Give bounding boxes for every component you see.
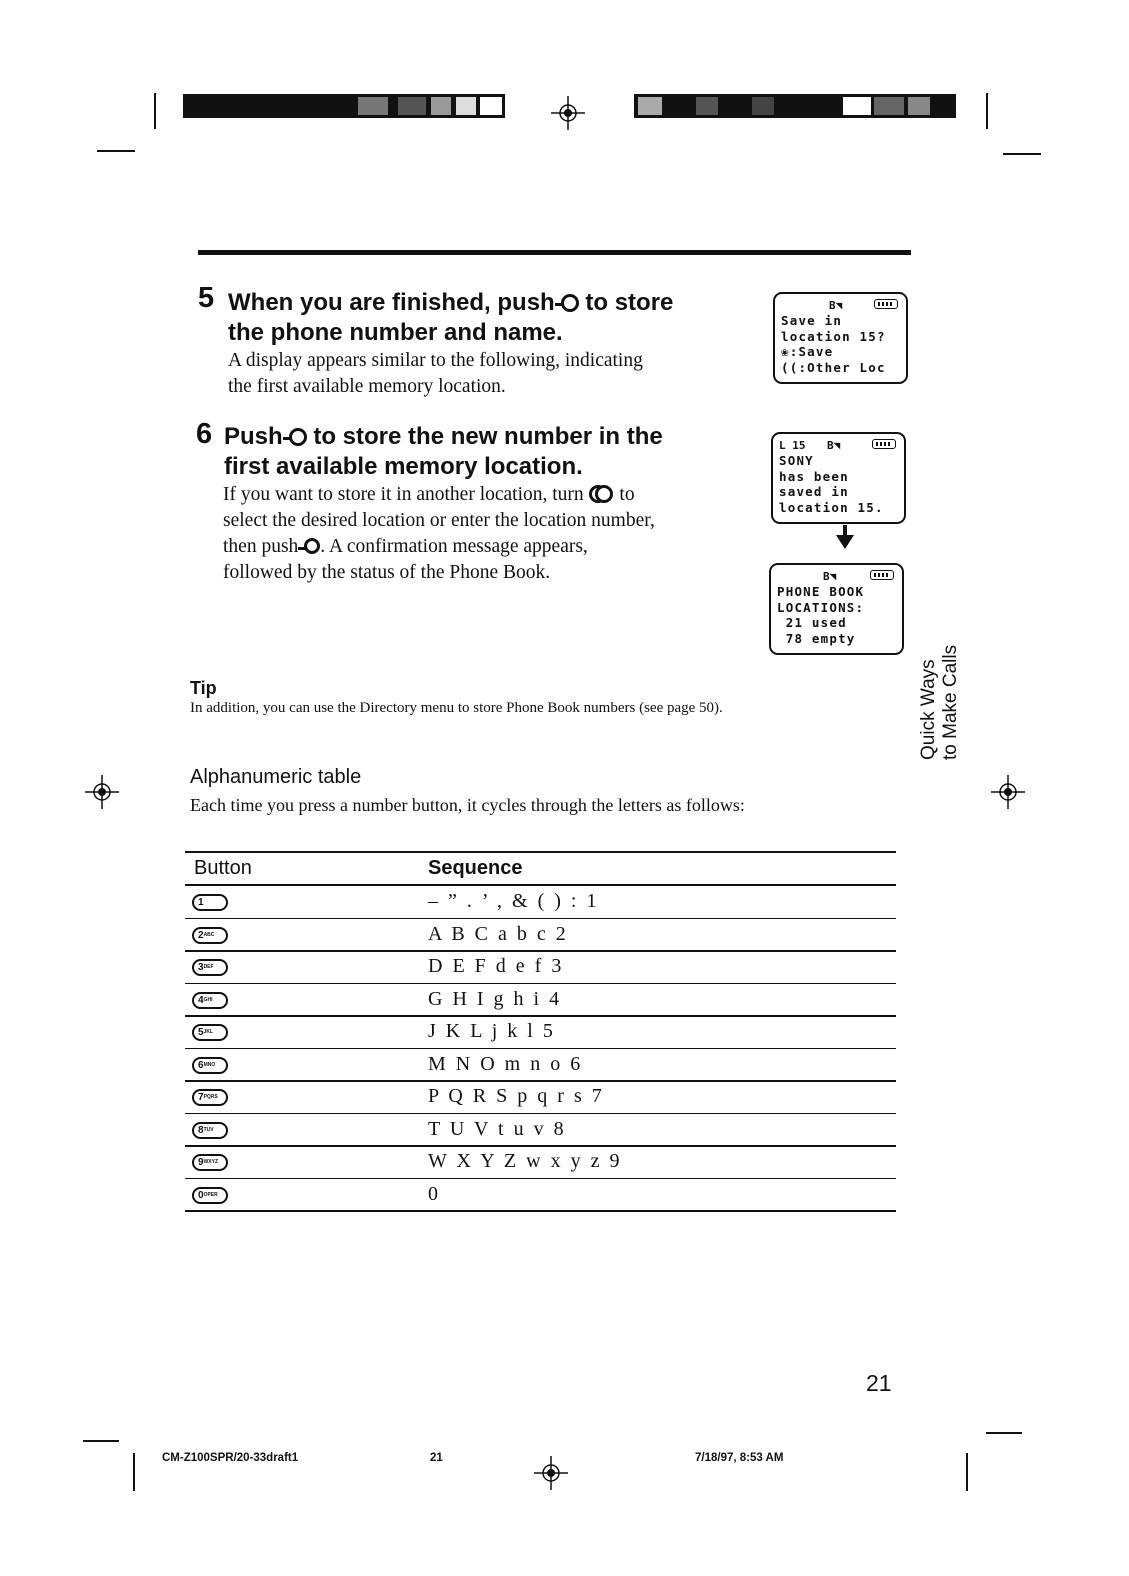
key-digit: 9 (198, 1157, 204, 1168)
table-rule (185, 851, 896, 853)
alpha-table-title: Alphanumeric table (190, 766, 362, 788)
table-row-rule (185, 950, 896, 952)
jog-dial-push-icon (561, 294, 579, 312)
section-side-tab (918, 640, 968, 760)
keypad-button-0-icon (192, 1187, 228, 1204)
key-letters: WXYZ (203, 1159, 219, 1165)
key-letters: TUV (203, 1126, 214, 1133)
key-digit: 8 (198, 1124, 204, 1136)
tip-title: Tip (190, 678, 217, 698)
key-letters: PQRS (203, 1094, 218, 1100)
key-digit: 5 (198, 1027, 204, 1038)
trim-mark (133, 1453, 135, 1491)
step-5-body: A display appears similar to the following, indicating the first available memory location. (228, 350, 643, 397)
column-header-sequence: Sequence (428, 857, 523, 879)
keypad-button-8-icon (192, 1122, 228, 1139)
sequence-cell: D E F d e f 3 (428, 955, 562, 977)
sequence-cell: W X Y Z w x y z 9 (428, 1150, 620, 1172)
battery-icon (870, 570, 894, 580)
lcd-line: 78 empty (777, 630, 856, 646)
sequence-cell: 0 (428, 1182, 438, 1205)
sequence-cell: P Q R S p q r s 7 (428, 1085, 602, 1107)
trim-mark (986, 93, 988, 129)
lcd-line: location 15? (781, 328, 886, 344)
key-letters: JKL (203, 1029, 214, 1035)
registration-crosshair-icon (85, 775, 119, 809)
sequence-cell: – ” . ’ , & ( ) : 1 (428, 890, 597, 912)
key-digit: 4 (198, 994, 204, 1006)
table-row-rule (185, 1015, 896, 1017)
step-6-number: 6 (196, 418, 213, 450)
registration-bar-left (183, 94, 505, 118)
key-digit: 6 (198, 1059, 204, 1071)
key-letters: DEF (203, 964, 214, 970)
key-digit: 2 (198, 929, 204, 941)
step-6-body: If you want to store it in another location, turn to select the desired location or enter the location number, then push . A confirmation message appears, followed by the status of the Phone Book. (223, 484, 655, 583)
sequence-cell: J K L j k l 5 (428, 1020, 553, 1042)
registration-crosshair-icon (551, 96, 585, 130)
footer-timestamp: 7/18/97, 8:53 AM (695, 1452, 784, 1464)
registration-crosshair-icon (991, 775, 1025, 809)
table-row-rule (185, 1145, 896, 1147)
lcd-line: LOCATIONS: (777, 599, 865, 615)
jog-dial-push-icon (304, 538, 320, 554)
location-indicator: L 15 (779, 439, 806, 452)
table-row-rule (185, 1048, 896, 1050)
trim-mark (83, 1440, 119, 1442)
key-letters: ABC (203, 931, 215, 938)
footer-doc-id: CM-Z100SPR/20-33draft1 (162, 1452, 299, 1464)
sequence-cell: A B C a b c 2 (428, 922, 566, 945)
sequence-cell: G H I g h i 4 (428, 987, 560, 1010)
lcd-saved-confirmation-screen (771, 432, 906, 524)
keypad-button-1-icon (192, 894, 228, 911)
jog-dial-turn-icon (589, 485, 615, 503)
keypad-button-4-icon (192, 992, 228, 1009)
lcd-phonebook-status-screen (769, 563, 904, 655)
keypad-button-3-icon (192, 959, 228, 976)
table-row-rule (185, 1113, 896, 1115)
column-header-button: Button (194, 857, 252, 879)
keypad-button-9-icon (192, 1154, 228, 1171)
battery-icon (874, 299, 898, 309)
lcd-line: location 15. (779, 499, 884, 515)
trim-mark (154, 93, 156, 129)
registration-crosshair-icon (534, 1456, 568, 1490)
jog-dial-push-icon (289, 428, 307, 446)
signal-icon: B◥ (823, 570, 837, 583)
step-6-heading: Push to store the new number in the first available memory location. (224, 423, 663, 480)
table-row-rule (185, 1080, 896, 1082)
lcd-line: ❀:Save (781, 344, 834, 359)
key-letters: MNO (203, 1061, 216, 1068)
trim-mark (966, 1453, 968, 1491)
keypad-button-7-icon (192, 1089, 228, 1106)
sequence-cell: T U V t u v 8 (428, 1117, 564, 1140)
table-row-rule (185, 918, 896, 920)
page-number: 21 (866, 1370, 892, 1396)
section-top-rule (198, 250, 911, 255)
key-digit: 3 (198, 962, 204, 973)
footer-page: 21 (430, 1452, 443, 1464)
down-arrow-icon (836, 535, 854, 549)
table-row-rule (185, 1178, 896, 1180)
signal-icon: B◥ (829, 299, 843, 312)
keypad-button-2-icon (192, 927, 228, 944)
signal-icon: B◥ (827, 439, 841, 452)
table-rule (185, 884, 896, 886)
lcd-line: has been (779, 468, 849, 484)
sequence-cell: M N O m n o 6 (428, 1052, 581, 1075)
lcd-line: 21 used (777, 615, 847, 630)
lcd-save-location-screen (773, 292, 908, 384)
lcd-line: SONY (779, 453, 814, 468)
keypad-button-6-icon (192, 1057, 228, 1074)
trim-mark (97, 150, 135, 152)
lcd-line: PHONE BOOK (777, 584, 865, 599)
lcd-line: Save in (781, 313, 843, 328)
trim-mark (986, 1432, 1022, 1434)
step-5-number: 5 (198, 282, 215, 314)
lcd-line: saved in (779, 484, 849, 499)
step-5-heading: When you are finished, push to store the phone number and name. (228, 289, 674, 346)
key-digit: 1 (198, 897, 204, 908)
table-row-rule (185, 983, 896, 985)
battery-icon (872, 439, 896, 449)
table-row-rule (185, 1210, 896, 1212)
alpha-table-intro: Each time you press a number button, it cycles through the letters as follows: (190, 795, 745, 815)
key-digit: 7 (198, 1092, 204, 1103)
side-tab-line: Quick Ways (918, 659, 939, 760)
side-tab-line: to Make Calls (940, 644, 961, 760)
trim-mark (1003, 153, 1041, 155)
keypad-button-5-icon (192, 1024, 228, 1041)
key-letters: OPER (203, 1191, 218, 1198)
tip-text: In addition, you can use the Directory menu to store Phone Book numbers (see page 50). (190, 700, 723, 716)
key-letters: GHI (203, 996, 213, 1003)
key-digit: 0 (198, 1189, 204, 1201)
lcd-line: ((:Other Loc (781, 359, 886, 375)
registration-bar-right (634, 94, 956, 118)
